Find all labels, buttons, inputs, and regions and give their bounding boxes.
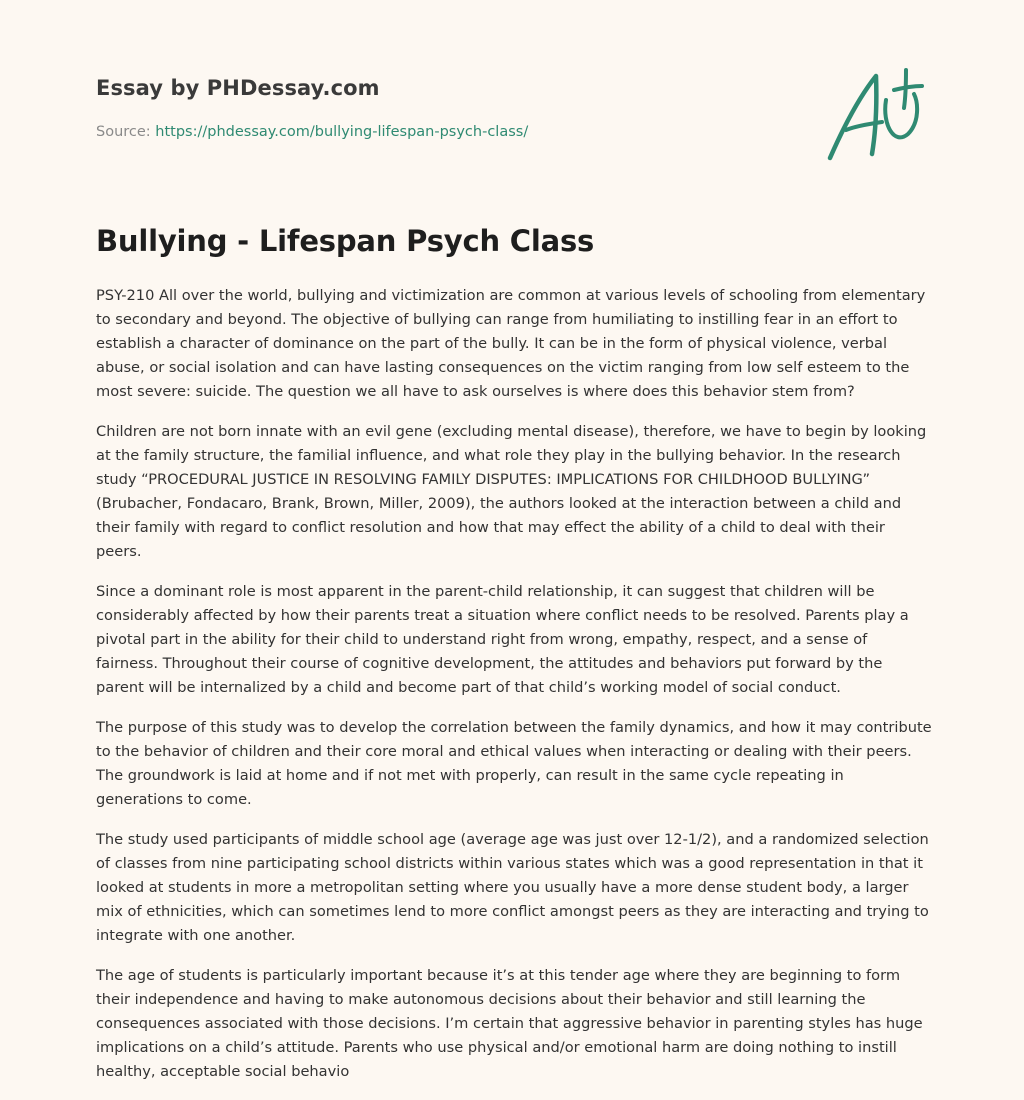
essay-paragraph: Since a dominant role is most apparent in the parent-child relationship, it can suggest that children will be considerably affected by how their parents treat a situation where conflict needs to be resolved. Parents play a pivotal part in the ability for their child to understand right from wrong, empathy, respect, and a sense of fairness. Throughout their course of cognitive development, the attitudes and behaviors put forward by the parent will be internalized by a child and become part of that child’s working model of social conduct. (96, 583, 909, 696)
essay-title: Bullying - Lifespan Psych Class (96, 224, 595, 258)
essay-paragraph: PSY-210 All over the world, bullying and victimization are common at various levels of schooling from elementary to secondary and beyond. The objective of bullying can range from humiliating to instilling fear in an effort to establish a character of dominance on the part of the bully. It can be in the form of physical violence, verbal abuse, or social isolation and can have lasting consequences on the victim ranging from low self esteem to the most severe: suicide. The question we all have to ask ourselves is where does this behavior stem from? (96, 287, 926, 400)
header (96, 0, 932, 200)
essay-paragraph: The study used participants of middle school age (average age was just over 12-1/2), and a randomized selection of classes from nine participating school districts within various states which was a good representation in that it looked at students in more a metropolitan setting where you usually have a more dense student body, a larger mix of ethnicities, which can sometimes lend to more conflict amongst peers as they are interacting and trying to integrate with one another. (96, 831, 929, 944)
essay-body (96, 284, 932, 1100)
brand-title: Essay by PHDessay.com (96, 76, 380, 100)
source-link[interactable]: https://phdessay.com/bullying-lifespan-psych-class/ (155, 124, 529, 140)
source-line (96, 124, 528, 140)
essay-paragraph: Children are not born innate with an evil gene (excluding mental disease), therefore, we have to begin by looking at the family structure, the familial influence, and what role they play in the bullying behavior. In the research study “PROCEDURAL JUSTICE IN RESOLVING FAMILY DISPUTES: IMPLICATIONS FOR CHILDHOOD BULLYING” (Brubacher, Fondacaro, Brank, Brown, Miller, 2009), the authors looked at the interaction between a child and their family with regard to conflict resolution and how that may effect the ability of a child to deal with their peers. (96, 423, 927, 560)
a-plus-logo-icon (824, 64, 928, 168)
source-label: Source: (96, 124, 151, 140)
essay-paragraph: The age of students is particularly important because it’s at this tender age where they are beginning to form their independence and having to make autonomous decisions about their behavior and still learning the consequences associated with those decisions. I’m certain that aggressive behavior in parenting styles has huge implications on a child’s attitude. Parents who use physical and/or emotional harm are doing nothing to instill healthy, acceptable social behavio (96, 967, 923, 1080)
essay-paragraph: The purpose of this study was to develop the correlation between the family dynamics, and how it may contribute to the behavior of children and their core moral and ethical values when interacting or dealing with their peers. The groundwork is laid at home and if not met with properly, can result in the same cycle repeating in generations to come. (96, 719, 932, 808)
essay-container (96, 0, 932, 1080)
